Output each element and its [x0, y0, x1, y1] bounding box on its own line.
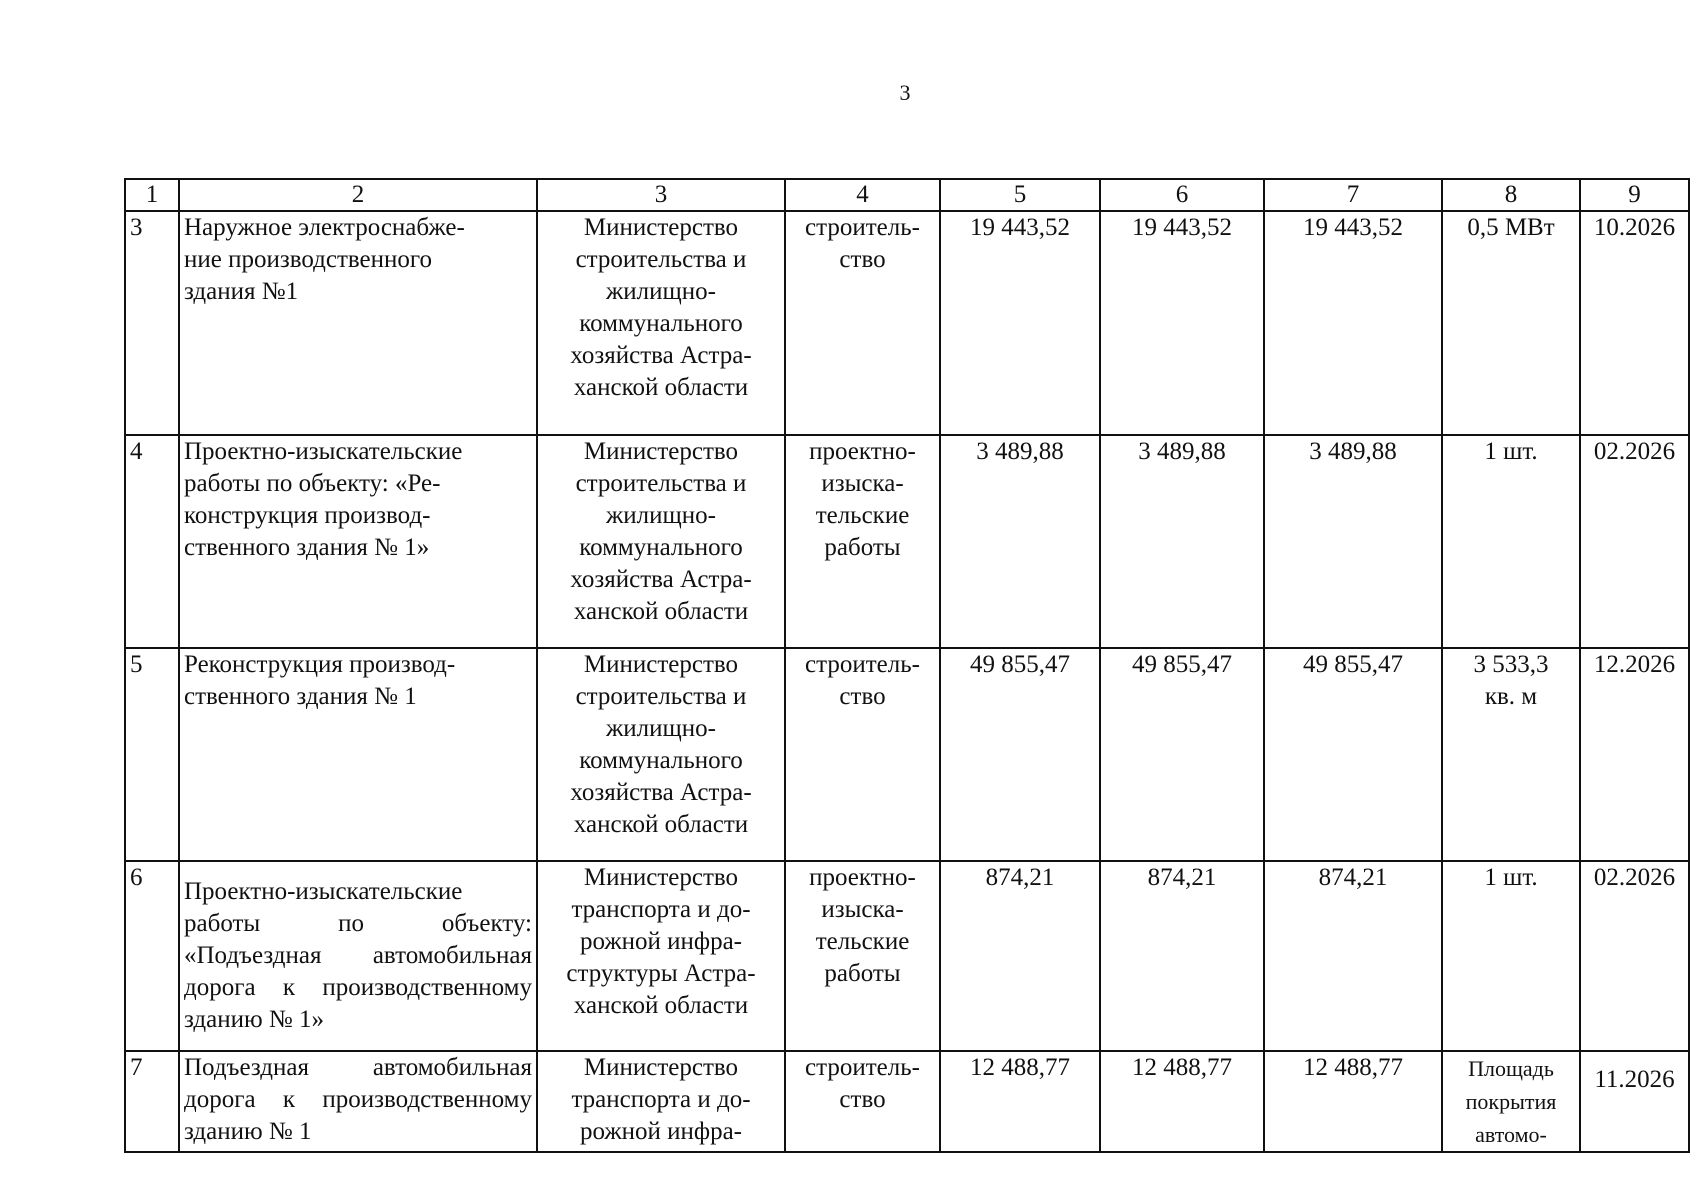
column-number: 9 [1580, 179, 1689, 211]
completion-date: 12.2026 [1580, 648, 1689, 861]
work-type: строитель- ство [785, 648, 940, 861]
value-col7: 874,21 [1264, 861, 1442, 1051]
capacity: Площадь покрытия автомо- [1442, 1051, 1580, 1152]
completion-date: 11.2026 [1580, 1051, 1689, 1152]
column-number: 6 [1100, 179, 1264, 211]
value-col5: 19 443,52 [940, 211, 1100, 435]
work-type: проектно- изыска- тельские работы [785, 861, 940, 1051]
table-row [125, 435, 1689, 648]
column-number: 2 [179, 179, 537, 211]
object-name: Подъездная автомобильная дорога к производственному зданию № 1 [179, 1051, 537, 1152]
value-col7: 49 855,47 [1264, 648, 1442, 861]
completion-date: 02.2026 [1580, 861, 1689, 1051]
capacity: 1 шт. [1442, 861, 1580, 1051]
column-number: 1 [125, 179, 179, 211]
row-number: 5 [125, 648, 179, 861]
column-number: 8 [1442, 179, 1580, 211]
column-number: 4 [785, 179, 940, 211]
objects-table [124, 178, 1690, 1153]
completion-date: 10.2026 [1580, 211, 1689, 435]
responsible-agency: Министерство строительства и жилищно- коммунального хозяйства Астра- ханской области [537, 211, 785, 435]
responsible-agency: Министерство транспорта и до- рожной инфра- [537, 1051, 785, 1152]
value-col6: 49 855,47 [1100, 648, 1264, 861]
value-col6: 12 488,77 [1100, 1051, 1264, 1152]
value-col5: 12 488,77 [940, 1051, 1100, 1152]
completion-date: 02.2026 [1580, 435, 1689, 648]
responsible-agency: Министерство строительства и жилищно- коммунального хозяйства Астра- ханской области [537, 435, 785, 648]
value-col5: 874,21 [940, 861, 1100, 1051]
object-name: Проектно-изыскательские работы по объекту: «Подъездная автомобильная дорога к производственному зданию № 1» [179, 861, 537, 1051]
column-number: 7 [1264, 179, 1442, 211]
table-row [125, 211, 1689, 435]
page-number: 3 [899, 80, 911, 105]
row-number: 6 [125, 861, 179, 1051]
work-type: строитель- ство [785, 1051, 940, 1152]
responsible-agency: Министерство строительства и жилищно- коммунального хозяйства Астра- ханской области [537, 648, 785, 861]
value-col7: 3 489,88 [1264, 435, 1442, 648]
column-number-row [125, 179, 1689, 211]
value-col7: 19 443,52 [1264, 211, 1442, 435]
column-number: 5 [940, 179, 1100, 211]
object-name: Проектно-изыскательские работы по объекту: «Ре- конструкция производ- ственного здания № 1» [179, 435, 537, 648]
object-name: Наружное электроснабже- ние производственного здания №1 [179, 211, 537, 435]
value-col6: 3 489,88 [1100, 435, 1264, 648]
work-type: строитель- ство [785, 211, 940, 435]
value-col5: 3 489,88 [940, 435, 1100, 648]
object-name: Реконструкция производ- ственного здания № 1 [179, 648, 537, 861]
table-row [125, 1051, 1689, 1152]
value-col6: 874,21 [1100, 861, 1264, 1051]
capacity: 3 533,3 кв. м [1442, 648, 1580, 861]
row-number: 7 [125, 1051, 179, 1152]
value-col6: 19 443,52 [1100, 211, 1264, 435]
table-row [125, 861, 1689, 1051]
responsible-agency: Министерство транспорта и до- рожной инфра- структуры Астра- ханской области [537, 861, 785, 1051]
column-number: 3 [537, 179, 785, 211]
capacity: 1 шт. [1442, 435, 1580, 648]
row-number: 3 [125, 211, 179, 435]
value-col7: 12 488,77 [1264, 1051, 1442, 1152]
row-number: 4 [125, 435, 179, 648]
table-row [125, 648, 1689, 861]
capacity: 0,5 МВт [1442, 211, 1580, 435]
work-type: проектно- изыска- тельские работы [785, 435, 940, 648]
value-col5: 49 855,47 [940, 648, 1100, 861]
